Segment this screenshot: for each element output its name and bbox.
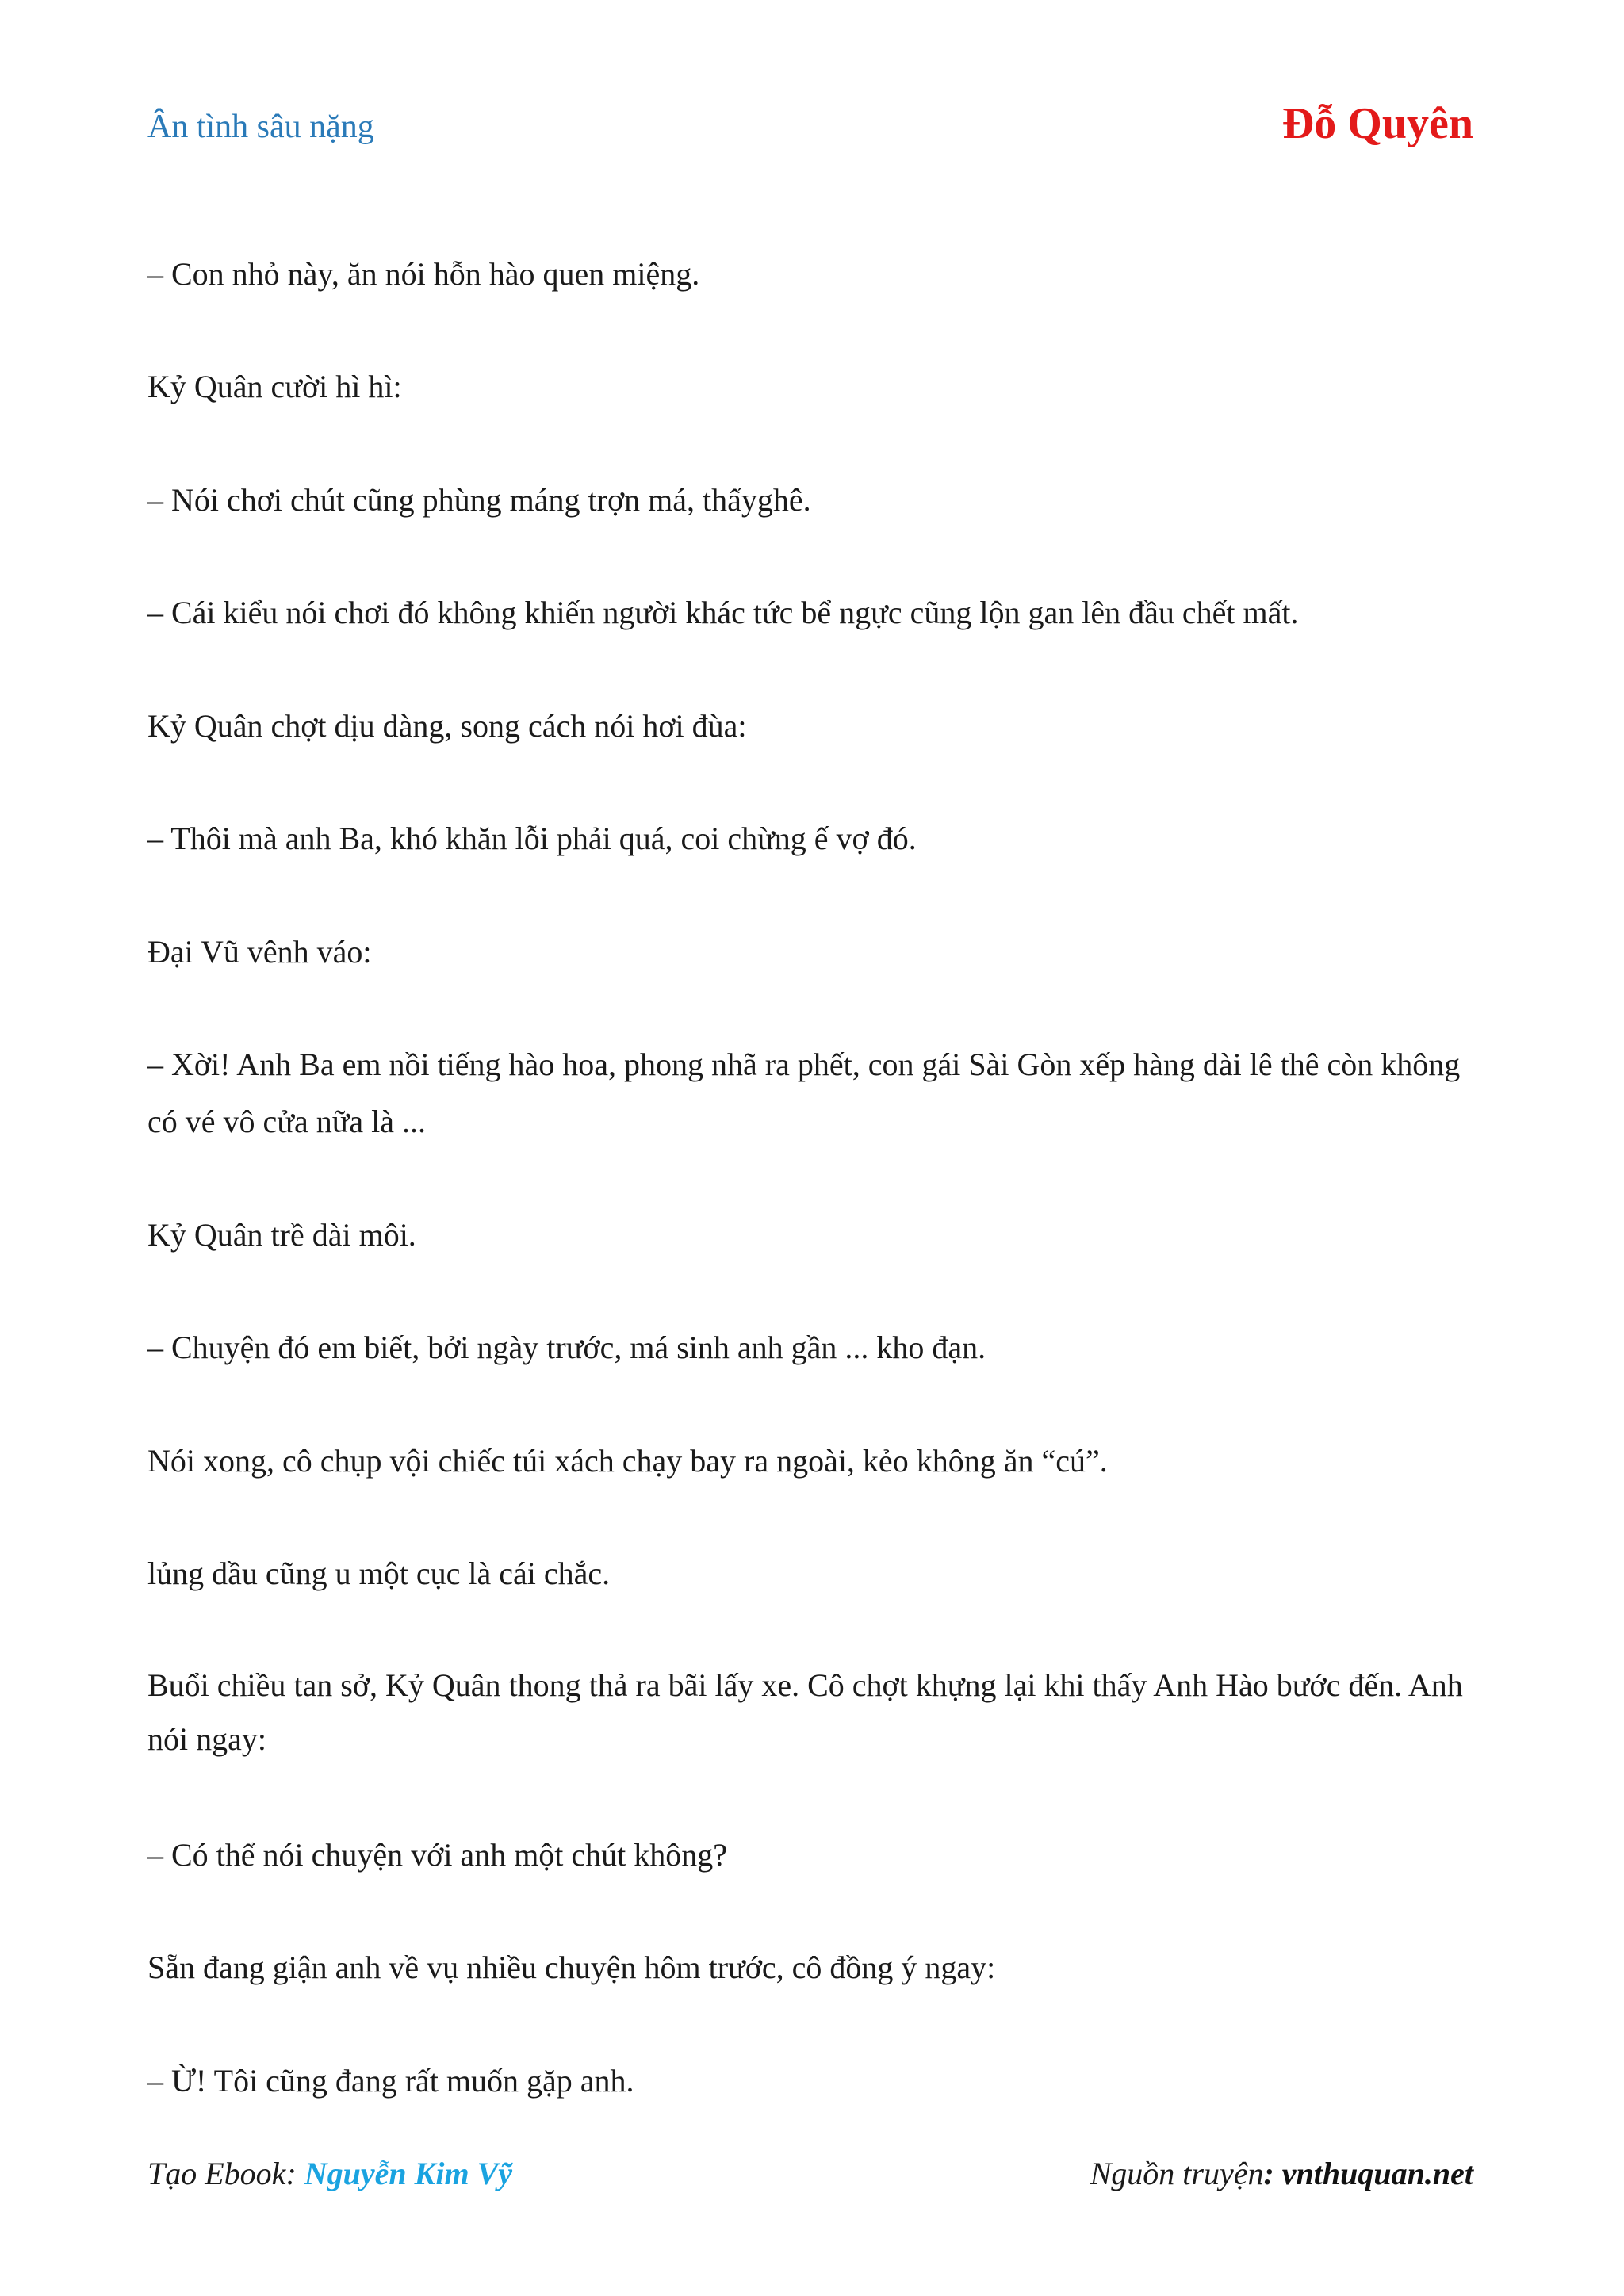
source-label: Nguồn truyện: [1090, 2156, 1264, 2191]
paragraph: Nói xong, cô chụp vội chiếc túi xách chạy bay ra ngoài, kẻo không ăn “cú”.: [147, 1443, 1108, 1479]
paragraph: – Chuyện đó em biết, bởi ngày trước, má sinh anh gần ... kho đạn.: [147, 1330, 986, 1365]
paragraph: – Cái kiểu nói chơi đó không khiến người khác tức bể ngực cũng lộn gan lên đầu chết mất.: [147, 595, 1299, 630]
paragraph: lủng dầu cũng u một cục là cái chắc.: [147, 1556, 611, 1591]
paragraph: Sẵn đang giận anh về vụ nhiều chuyện hôm trước, cô đồng ý ngay:: [147, 1950, 996, 1985]
ebook-label: Tạo Ebook: [147, 2156, 286, 2191]
paragraph: Kỷ Quân trề dài môi.: [147, 1217, 416, 1253]
paragraph: – Con nhỏ này, ăn nói hỗn hào quen miệng.: [147, 256, 700, 292]
book-title: Ân tình sâu nặng: [147, 109, 374, 145]
page-footer: [147, 2155, 1473, 2202]
paragraph: Kỷ Quân cười hì hì:: [147, 369, 402, 404]
paragraph: – Nói chơi chút cũng phùng máng trợn má, thấyghê.: [147, 482, 811, 518]
paragraph: – Thôi mà anh Ba, khó khăn lỗi phải quá, coi chừng ế vợ đó.: [147, 821, 917, 856]
paragraph: – Ừ! Tôi cũng đang rất muốn gặp anh.: [147, 2063, 634, 2099]
paragraph: – Xời! Anh Ba em nồi tiếng hào hoa, phong nhã ra phết, con gái Sài Gòn xếp hàng dài lê thê còn không có vé vô cửa nữa là ...: [147, 1047, 1461, 1139]
author-name: Đỗ Quyên: [1281, 99, 1473, 148]
paragraph: Kỷ Quân chợt dịu dàng, song cách nói hơi đùa:: [147, 708, 747, 744]
paragraph: Buổi chiều tan sở, Kỷ Quân thong thả ra bãi lấy xe. Cô chợt khựng lại khi thấy Anh Hào bước đến. Anh nói ngay:: [147, 1667, 1463, 1757]
paragraph: Đại Vũ vênh váo:: [147, 934, 372, 970]
source-site: vnthuquan.net: [1281, 2156, 1473, 2191]
paragraph: – Có thể nói chuyện với anh một chút không?: [147, 1837, 728, 1873]
source-credit: Nguồn truyện: vnthuquan.net: [1090, 2156, 1473, 2191]
page-header: [147, 94, 1473, 165]
ebook-creator: Nguyễn Kim Vỹ: [304, 2156, 512, 2191]
ebook-credit: Tạo Ebook: Nguyễn Kim Vỹ: [147, 2156, 512, 2191]
